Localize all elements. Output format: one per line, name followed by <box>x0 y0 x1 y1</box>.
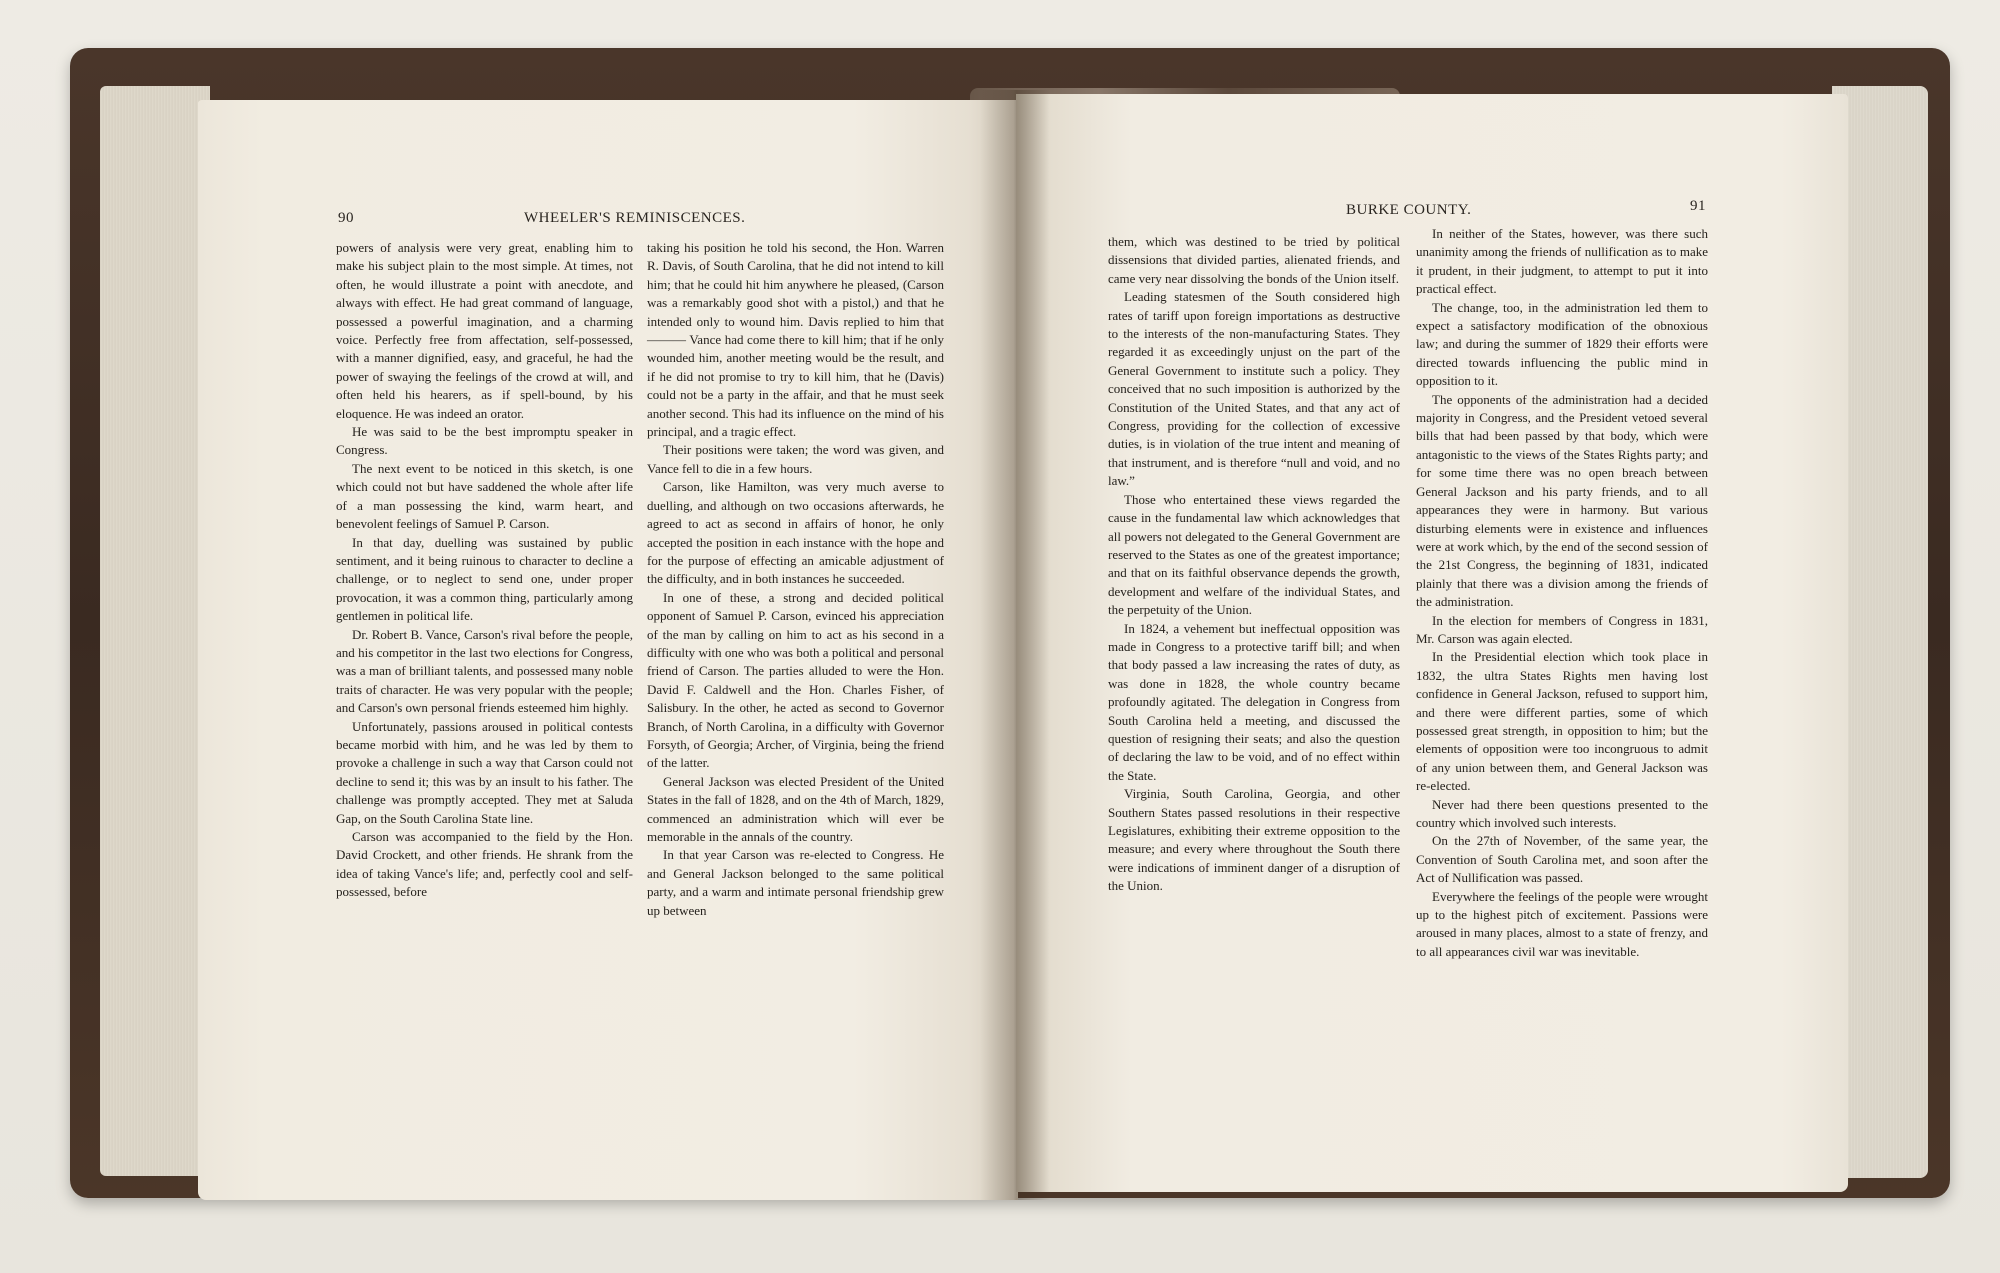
paragraph: Those who entertained these views regarded the cause in the fundamental law which acknowledges that all powers not delegated to the General Government are reserved to the States as one of the greatest importance; and that on its faithful observance depends the growth, development and welfare of the individual States, and the perpetuity of the Union. <box>1108 491 1400 618</box>
paragraph: Unfortunately, passions aroused in political contests became morbid with him, and he was led by them to provoke a challenge in such a way that Carson could not decline to send it; this was by an insult to his father. The challenge was promptly accepted. They met at Saluda Gap, on the South Carolina State line. <box>336 718 633 826</box>
paragraph: In 1824, a vehement but ineffectual opposition was made in Congress to a protective tariff bill; and when that body passed a law increasing the rates of duty, as was done in 1828, the whole country became profoundly agitated. The delegation in Congress from South Carolina held a meeting, and discussed the question of resigning their seats; and also the question of declaring the law to be void, and of no effect within the State. <box>1108 620 1400 783</box>
paragraph: The next event to be noticed in this sketch, is one which could not but have saddened the whole after life of a man possessing the kind, warm heart, and benevolent feelings of Samuel P. Carson. <box>336 460 633 532</box>
paragraph: In neither of the States, however, was there such unanimity among the friends of nullification as to make it prudent, in their judgment, to attempt to put it into practical effect. <box>1416 226 1708 297</box>
paragraph: Never had there been questions presented to the country which involved such interests. <box>1416 796 1708 830</box>
paragraph: On the 27th of November, of the same year, the Convention of South Carolina met, and soon after the Act of Nullification was passed. <box>1416 833 1708 886</box>
left-column-2 <box>647 239 944 920</box>
paragraph: them, which was destined to be tried by political dissensions that divided parties, alienated friends, and came very near dissolving the bonds of the Union itself. <box>1108 234 1400 286</box>
paragraph: Leading statesmen of the South considered high rates of tariff upon foreign importations as destructive to the interests of the non-manufacturing States. They regarded it as exceedingly unjust on the part of the General Government to institute such a policy. They conceived that no such imposition is authorized by the Constitution of the United States, and that any act of Congress, providing for the collection of excessive duties, is in violation of the true intent and meaning of that instrument, and is therefore “null and void, and no law.” <box>1108 289 1400 489</box>
paragraph: He was said to be the best impromptu speaker in Congress. <box>336 424 633 458</box>
paragraph: powers of analysis were very great, enabling him to make his subject plain to the most simple. At times, not often, he would illustrate a point with anecdote, and always with effect. He had great command of language, possessed a powerful imagination, and a charming voice. Perfectly free from affectation, self-possessed, with a manner dignified, easy, and graceful, he had the power of swaying the feelings of the crowd at will, and often held his hearers, as if spell-bound, by his eloquence. He was indeed an orator. <box>336 240 633 421</box>
right-page <box>1016 94 1848 1192</box>
paragraph: Dr. Robert B. Vance, Carson's rival before the people, and his competitor in the last two elections for Congress, was a man of brilliant talents, and possessed many noble traits of character. He was very popular with the people; and Carson's own personal friends esteemed him highly. <box>336 626 633 716</box>
paragraph: Carson was accompanied to the field by the Hon. David Crockett, and other friends. He shrank from the idea of taking Vance's life; and, perfectly cool and self-possessed, before <box>336 829 633 900</box>
right-column-1 <box>1108 233 1400 896</box>
right-page-number: 91 <box>1690 198 1706 214</box>
paragraph: In the election for members of Congress in 1831, Mr. Carson was again elected. <box>1416 612 1708 646</box>
paragraph: In one of these, a strong and decided political opponent of Samuel P. Carson, evinced his appreciation of the man by calling on him to act as his second in a difficulty with one who was both a political and personal friend of Carson. The parties alluded to were the Hon. David F. Caldwell and the Hon. Charles Fisher, of Salisbury. In the other, he acted as second to Governor Branch, of North Carolina, in a difficulty with Governor Forsyth, of Georgia; Archer, of Virginia, being the friend of the latter. <box>647 589 944 771</box>
paragraph: Virginia, South Carolina, Georgia, and other Southern States passed resolutions in their respective Legislatures, exhibiting their extreme opposition to the measure; and every where throughout the South there were indications of imminent danger of a disruption of the Union. <box>1108 786 1400 894</box>
paragraph: In the Presidential election which took place in 1832, the ultra States Rights men having lost confidence in General Jackson, refused to support him, and there were different parties, some of which possessed great strength, in opposition to him; but the elements of opposition were too incongruous to admit of any union between them, and General Jackson was re-elected. <box>1416 649 1708 794</box>
paragraph: General Jackson was elected President of the United States in the fall of 1828, and on the 4th of March, 1829, commenced an administration which will ever be memorable in the annals of the country. <box>647 773 944 844</box>
paragraph: Their positions were taken; the word was given, and Vance fell to die in a few hours. <box>647 442 944 476</box>
paragraph: In that year Carson was re-elected to Congress. He and General Jackson belonged to the same political party, and a warm and intimate personal friendship grew up between <box>647 847 944 918</box>
right-column-2 <box>1416 225 1708 961</box>
left-running-head: WHEELER'S REMINISCENCES. <box>524 210 746 226</box>
paragraph: The change, too, in the administration led them to expect a satisfactory modification of the obnoxious law; and during the summer of 1829 their efforts were directed towards influencing the public mind in opposition to it. <box>1416 299 1708 389</box>
right-running-head: BURKE COUNTY. <box>1346 202 1472 218</box>
left-page-number: 90 <box>338 210 354 226</box>
paragraph: Carson, like Hamilton, was very much averse to duelling, and although on two occasions afterwards, he agreed to act as second in affairs of honor, he only accepted the position in each instance with the hope and for the purpose of effecting an amicable adjustment of the difficulty, and in both instances he succeeded. <box>647 479 944 587</box>
left-column-1 <box>336 239 633 902</box>
paragraph: The opponents of the administration had a decided majority in Congress, and the President vetoed several bills that had been passed by that body, which were antagonistic to the views of the States Rights party; and for some time there was no open breach between General Jackson and his party friends, and to all appearances they were in harmony. But various disturbing elements were in existence and influences were at work which, by the end of the second session of the 21st Congress, the beginning of 1831, indicated plainly that there was a division among the friends of the administration. <box>1416 391 1708 610</box>
paragraph: taking his position he told his second, the Hon. Warren R. Davis, of South Carolina, that he did not intend to kill him; that he could hit him anywhere he pleased, (Carson was a remarkably good shot with a pistol,) and that he intended only to wound him. Davis replied to him that ——— Vance had come there to kill him; that if he only wounded him, another meeting would be the result, and if he did not promise to try to kill him, that he (Davis) could not be a party in the affair, and that he must seek another second. This had its influence on the mind of his principal, and a tragic effect. <box>647 240 944 440</box>
left-page <box>198 100 1018 1200</box>
page-edges-left <box>100 86 210 1176</box>
paragraph: In that day, duelling was sustained by public sentiment, and it being ruinous to character to decline a challenge, or to neglect to send one, under proper provocation, it was a common thing, particularly among gentlemen in political life. <box>336 534 633 624</box>
paragraph: Everywhere the feelings of the people were wrought up to the highest pitch of excitement. Passions were aroused in many places, almost to a state of frenzy, and to all appearances civil war was inevitable. <box>1416 888 1708 959</box>
